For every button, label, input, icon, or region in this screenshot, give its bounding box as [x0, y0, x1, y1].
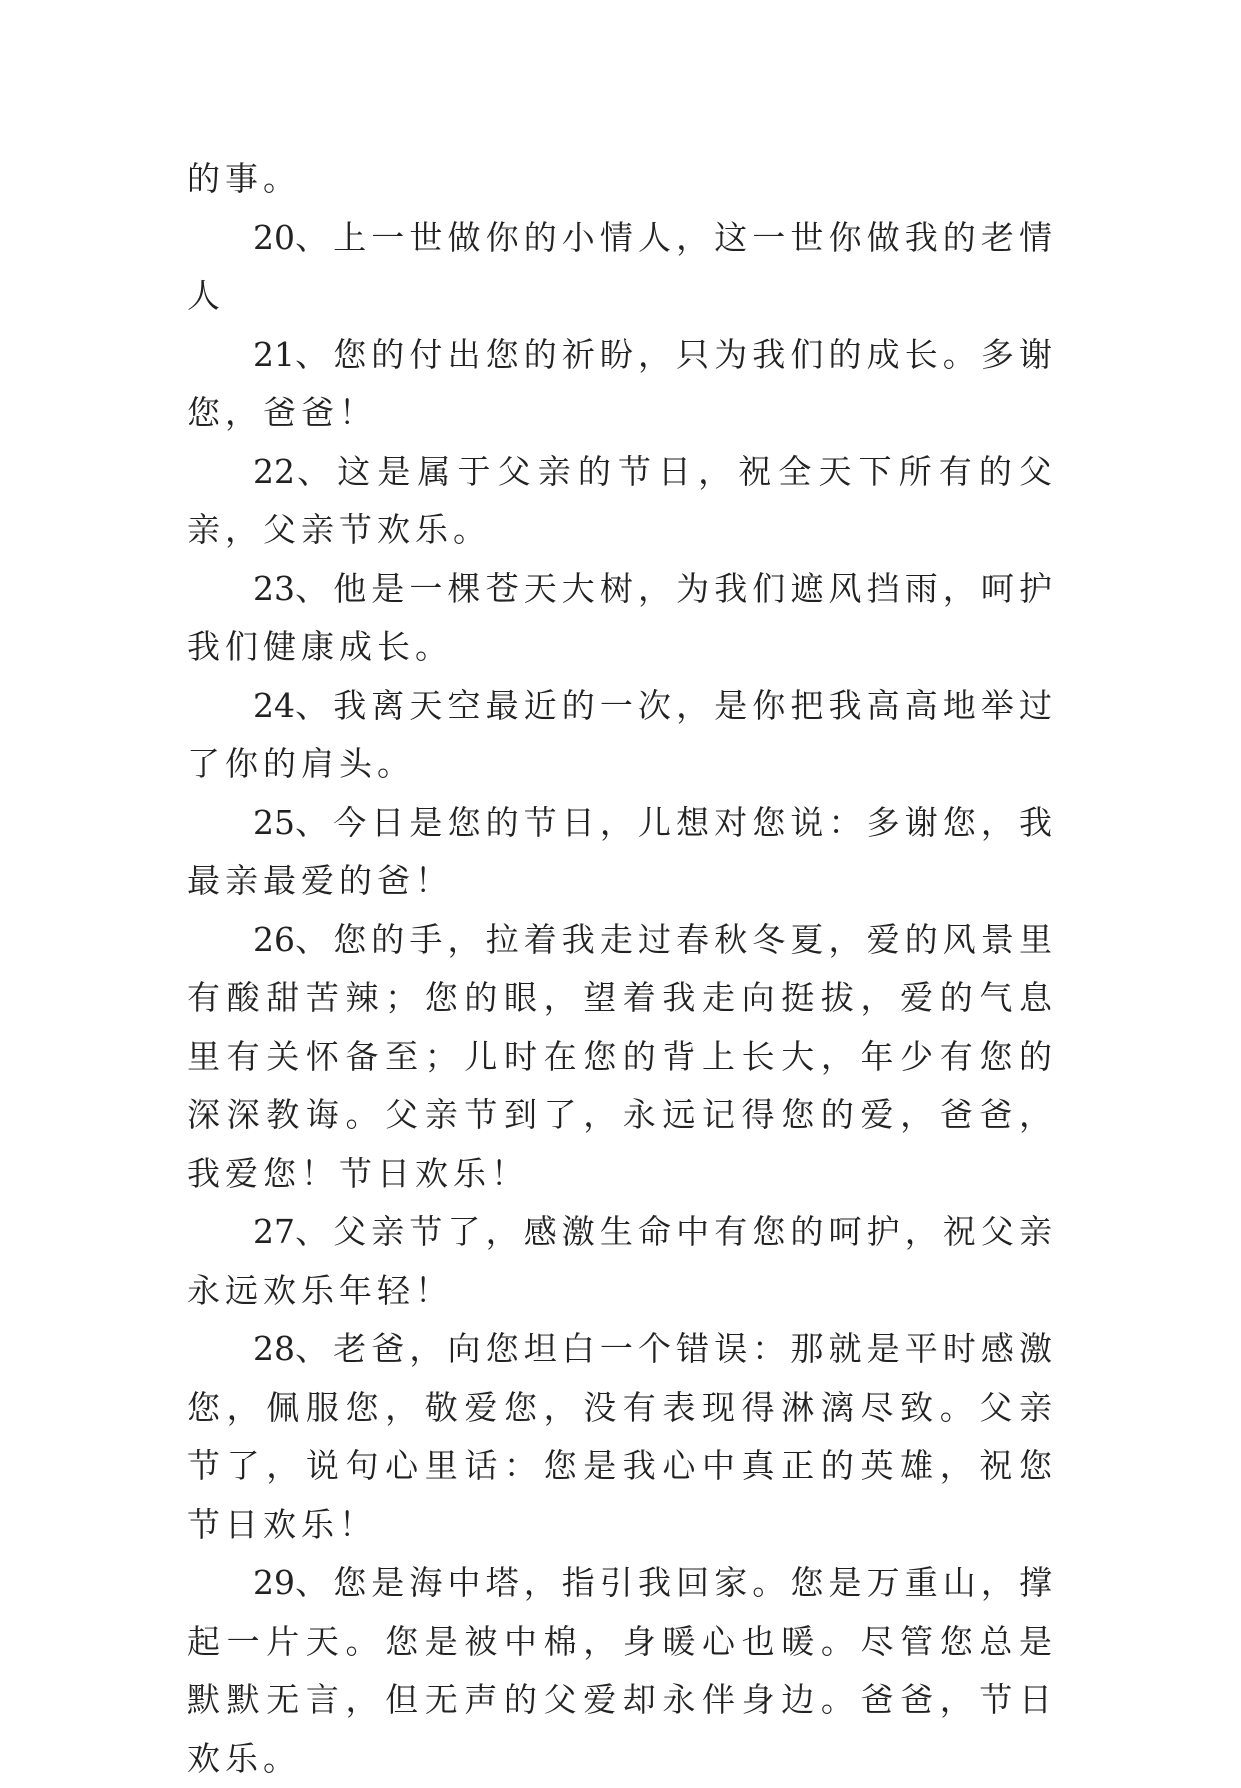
paragraph-item-26 — [187, 911, 1057, 1204]
paragraph-item-23 — [187, 560, 1057, 677]
paragraph-text: 、上一世做你的小情人，这一世你做我的老情人 — [187, 217, 1057, 315]
item-number: 21 — [253, 334, 295, 374]
item-number: 22 — [253, 451, 295, 491]
item-number: 24 — [253, 685, 295, 725]
paragraph-item-29 — [187, 1554, 1057, 1788]
paragraph-item-25 — [187, 794, 1057, 911]
item-number: 27 — [253, 1212, 295, 1251]
paragraph-text: 、这是属于父亲的节日，祝全天下所有的父亲，父亲节欢乐。 — [187, 451, 1057, 549]
paragraph-text: 、他是一棵苍天大树，为我们遮风挡雨，呵护我们健康成长。 — [187, 568, 1057, 666]
paragraph-item-21 — [187, 326, 1057, 443]
paragraph-item-27 — [187, 1203, 1057, 1320]
paragraph-text: 、我离天空最近的一次，是你把我高高地举过了你的肩头。 — [187, 685, 1057, 783]
paragraph-item-28 — [187, 1320, 1057, 1554]
paragraph-text: 的事。 — [187, 159, 301, 198]
item-number: 20 — [253, 217, 295, 257]
paragraph-item-24 — [187, 677, 1057, 794]
paragraph-text: 、您的手，拉着我走过春秋冬夏，爱的风景里有酸甜苦辣；您的眼，望着我走向挺拔，爱的气息里有关怀备至；儿时在您的背上长大，年少有您的深深教诲。父亲节到了，永远记得您的爱，爸爸，我爱您！节日欢乐！ — [187, 919, 1057, 1193]
item-number: 23 — [253, 568, 295, 608]
item-number: 28 — [253, 1329, 295, 1368]
item-number: 26 — [253, 919, 295, 959]
paragraph-text: 、您的付出您的祈盼，只为我们的成长。多谢您，爸爸！ — [187, 334, 1057, 432]
item-number: 25 — [253, 802, 295, 842]
paragraph-continuation — [187, 150, 1057, 209]
paragraph-item-20 — [187, 209, 1057, 326]
paragraph-text: 、您是海中塔，指引我回家。您是万重山，撑起一片天。您是被中棉，身暖心也暖。尽管您总是默默无言，但无声的父爱却永伴身边。爸爸，节日欢乐。 — [187, 1563, 1057, 1778]
document-body — [187, 150, 1057, 1788]
paragraph-text: 、今日是您的节日，儿想对您说：多谢您，我最亲最爱的爸！ — [187, 802, 1057, 900]
item-number: 29 — [253, 1563, 295, 1602]
paragraph-text: 、父亲节了，感激生命中有您的呵护，祝父亲永远欢乐年轻！ — [187, 1212, 1057, 1310]
paragraph-text: 、老爸，向您坦白一个错误：那就是平时感激您，佩服您，敬爱您，没有表现得淋漓尽致。父亲节了，说句心里话：您是我心中真正的英雄，祝您节日欢乐！ — [187, 1329, 1057, 1544]
paragraph-item-22 — [187, 443, 1057, 560]
